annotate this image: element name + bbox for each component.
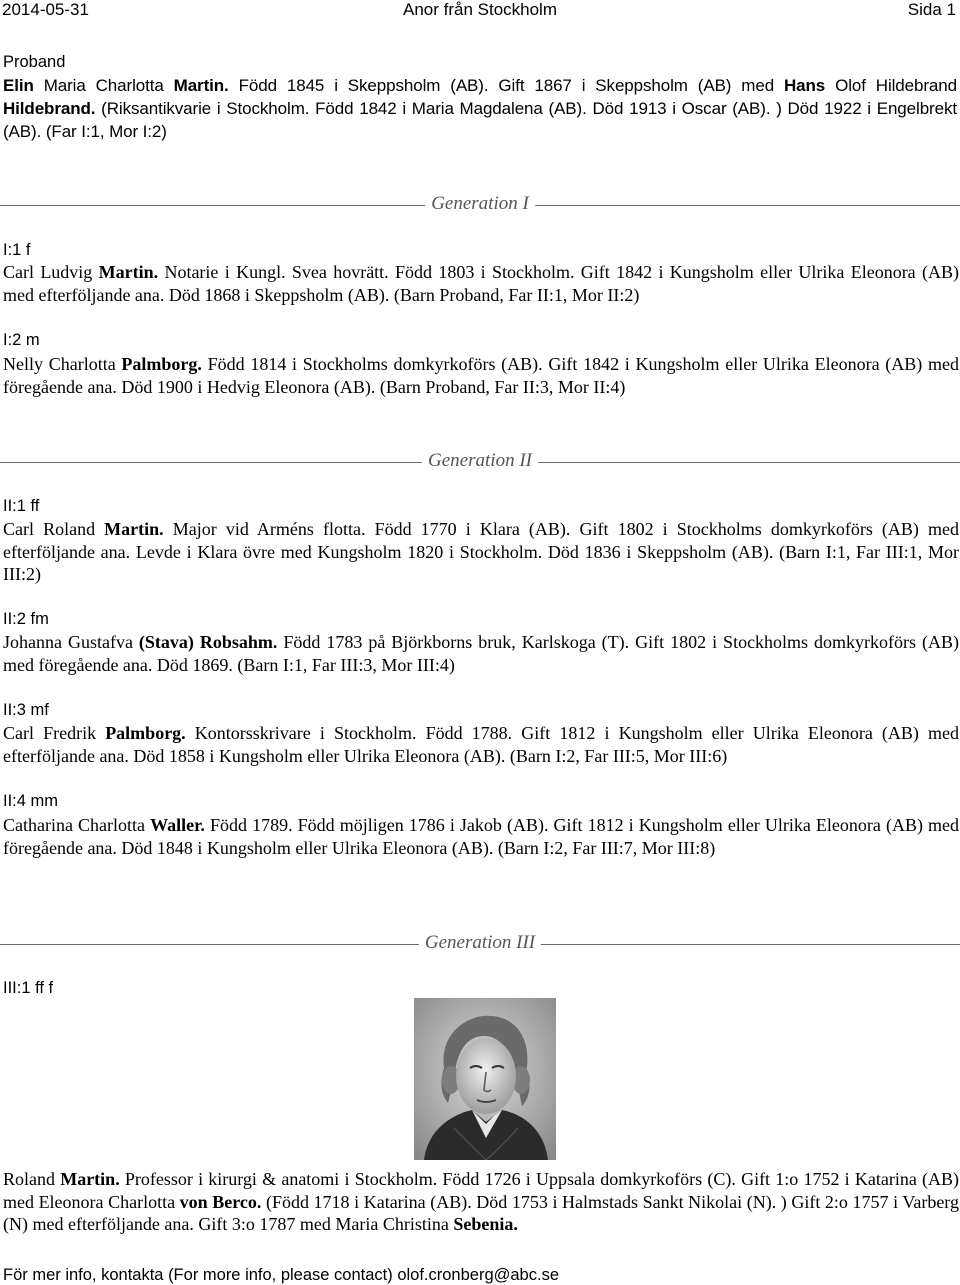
text-run: Roland [3,1169,61,1189]
text-run: Major vid Arméns flotta. Född 1770 i Klara (AB). Gift 1802 i Stockholms domkyrkoförs (AB) med efterföljande ana. Levde i Klara övre med Kungsholm 1820 i Stockholm. Död 1836 i Skeppsholm (AB). (Barn I:1, Far III:1, Mor III:2) [3,519,959,585]
generation-divider [0,450,960,474]
entry-text [3,1168,959,1236]
text-run: Carl Ludvig [3,262,99,282]
text-run: Notarie i Kungl. Svea hovrätt. Född 1803 i Stockholm. Gift 1842 i Kungsholm eller Ulrika Eleonora (AB) med efterföljande ana. Död 1868 i Skeppsholm (AB). (Barn Proband, Far II:1, Mor II:2) [3,262,959,305]
bold-name: (Stava) Robsahm. [138,632,278,652]
page-header [0,0,960,22]
page-footer: För mer info, kontakta (For more info, please contact) olof.cronberg@abc.se [3,1266,559,1284]
entry-id: III:1 ff f [3,979,54,997]
generation-title: Generation III [419,932,541,954]
header-date: 2014-05-31 [2,0,89,19]
entry-text [3,518,959,586]
text-run: Född 1845 i Skeppsholm (AB). Gift 1867 i Skeppsholm (AB) med [228,76,784,95]
text-run: Maria Charlotta [33,76,174,95]
text-run: Professor i kirurgi & anatomi i Stockholm. Född 1726 i Uppsala domkyrkoförs (C). Gift 1:o 1752 i Katarina (AB) med Eleonora Charlotta [3,1169,960,1212]
header-title: Anor från Stockholm [402,0,557,19]
entry-id: II:1 ff [3,497,40,515]
bold-name: Palmborg. [121,354,202,374]
bold-name: von Berco. [179,1191,262,1212]
entry-text [3,631,959,676]
text-run: Född 1789. Född möjligen 1786 i Jakob (AB). Gift 1812 i Kungsholm eller Ulrika Eleonora (AB) med föregående ana. Död 1848 i Kungsholm eller Ulrika Eleonora (AB). (Barn I:2, Far III:7, Mor III:8) [3,815,959,858]
bold-name: Sebenia. [453,1214,518,1235]
generation-title: Generation II [422,450,538,472]
header-page-number: Sida 1 [907,0,956,19]
entry-id: I:2 m [3,331,40,349]
entry-text [3,814,959,859]
bold-name: Waller. [150,815,205,835]
text-run: Carl Fredrik [3,723,106,743]
entry-id: II:4 mm [3,792,59,810]
entry-id: I:1 f [3,241,31,259]
text-run: Kontorsskrivare i Stockholm. Född 1788. Gift 1812 i Kungsholm eller Ulrika Eleonora (AB) med efterföljande ana. Död 1858 i Kungsholm eller Ulrika Eleonora (AB). (Barn I:2, Far III:5, Mor III:6) [3,723,959,766]
generation-title: Generation I [425,193,535,215]
generation-divider [0,193,960,217]
entry-text [3,722,959,767]
bold-name: Martin. [98,262,159,282]
text-run: (Riksantikvarie i Stockholm. Född 1842 i Maria Magdalena (AB). Död 1913 i Oscar (AB). ) Död 1922 i Engelbrekt (AB). (Far I:1, Mor I:2) [3,99,957,142]
bold-name: Hildebrand. [3,99,96,119]
bold-name: Hans [783,76,826,95]
entry-text [3,353,959,398]
text-run: Johanna Gustafva [3,632,139,652]
proband-label: Proband [3,53,66,71]
proband-text [3,74,957,144]
text-run: Catharina Charlotta [3,815,151,835]
bold-name: Martin. [60,1169,120,1189]
text-run: Född 1814 i Stockholms domkyrkoförs (AB). Gift 1842 i Kungsholm eller Ulrika Eleonora (AB) med föregående ana. Död 1900 i Hedvig Eleonora (AB). (Barn Proband, Far II:3, Mor II:4) [3,354,959,397]
generation-divider [0,932,960,956]
bold-name: Palmborg. [105,723,186,743]
text-run: Född 1783 på Björkborns bruk, Karlskoga (T). Gift 1802 i Stockholms domkyrkoförs (AB) med föregående ana. Död 1869. (Barn I:1, Far III:3, Mor III:4) [3,632,959,675]
bold-name: Martin. [104,519,164,539]
text-run: Carl Roland [3,519,105,539]
portrait-image [414,998,556,1160]
bold-name: Elin [3,76,34,95]
text-run: (Född 1718 i Katarina (AB). Död 1753 i Halmstads Sankt Nikolai (N). ) Gift 2:o 1757 i Varberg (N) med efterföljande ana. Gift 3:o 1787 med Maria Christina [3,1191,959,1235]
entry-id: II:3 mf [3,701,49,719]
bold-name: Martin. [173,76,229,95]
entry-id: II:2 fm [3,610,49,628]
entry-text [3,261,959,306]
text-run: Olof Hildebrand [825,76,957,95]
text-run: Nelly Charlotta [3,354,122,374]
